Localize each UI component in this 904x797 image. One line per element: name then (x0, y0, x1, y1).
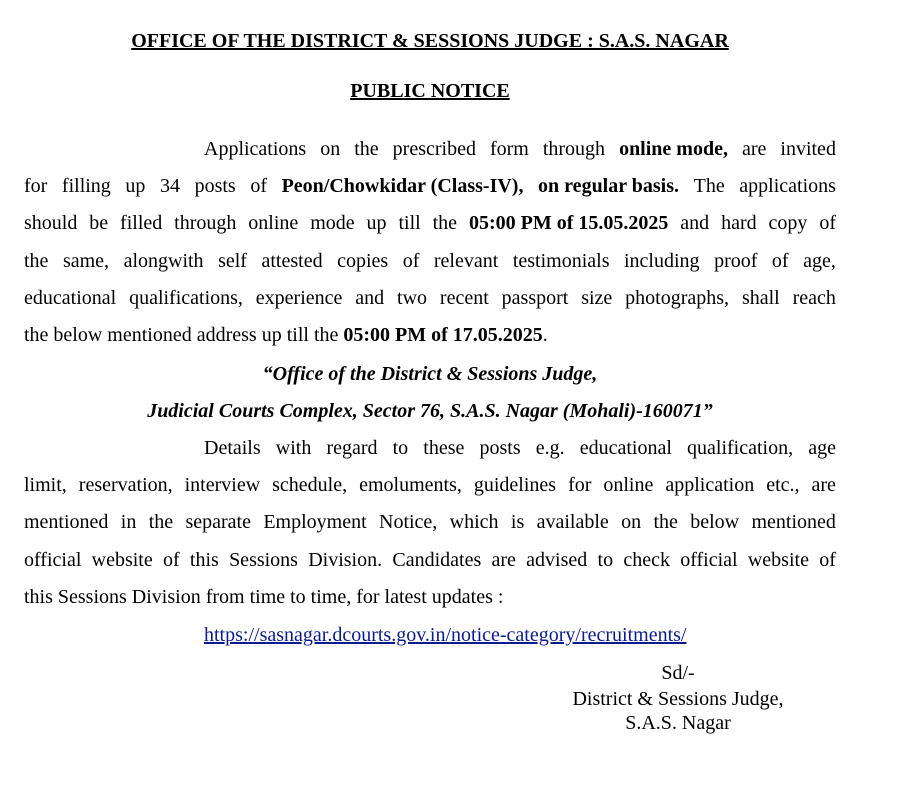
address-line-1: “Office of the District & Sessions Judge, (262, 363, 598, 385)
paragraph-line: should be filled through online mode up till the 05:00 PM of 15.05.2025 and hard copy of (24, 212, 836, 235)
notice-paragraph-2 (24, 430, 836, 616)
signatory-place: S.A.S. Nagar (625, 712, 731, 734)
paragraph-line: the below mentioned address up till the 05:00 PM of 17.05.2025. (24, 323, 548, 346)
paragraph-line: Details with regard to these posts e.g. educational qualification, age (204, 437, 836, 459)
recruitment-website-link[interactable]: https://sasnagar.dcourts.gov.in/notice-category/recruitments/ (204, 624, 687, 646)
paragraph-line: educational qualifications, experience and two recent passport size photographs, shall reach (24, 286, 836, 309)
notice-title: PUBLIC NOTICE (350, 80, 510, 102)
paragraph-line: this Sessions Division from time to time, for latest updates : (24, 585, 504, 608)
signature-sd: Sd/- (661, 662, 695, 684)
address-line-2: Judicial Courts Complex, Sector 76, S.A.S. Nagar (Mohali)-160071” (147, 400, 713, 422)
paragraph-line: the same, alongwith self attested copies of relevant testimonials including proof of age, (24, 249, 836, 272)
signatory-title: District & Sessions Judge, (572, 688, 784, 710)
paragraph-line: limit, reservation, interview schedule, emoluments, guidelines for online application etc., are (24, 474, 836, 497)
notice-paragraph-1 (24, 131, 836, 354)
paragraph-line: for filling up 34 posts of Peon/Chowkidar (Class-IV), on regular basis. The applications (24, 175, 836, 198)
paragraph-line: mentioned in the separate Employment Notice, which is available on the below mentioned (24, 511, 836, 534)
office-title: OFFICE OF THE DISTRICT & SESSIONS JUDGE : S.A.S. NAGAR (131, 30, 729, 52)
paragraph-line: official website of this Sessions Division. Candidates are advised to check official website of (24, 548, 836, 571)
paragraph-line: Applications on the prescribed form through online mode, are invited (204, 138, 836, 160)
